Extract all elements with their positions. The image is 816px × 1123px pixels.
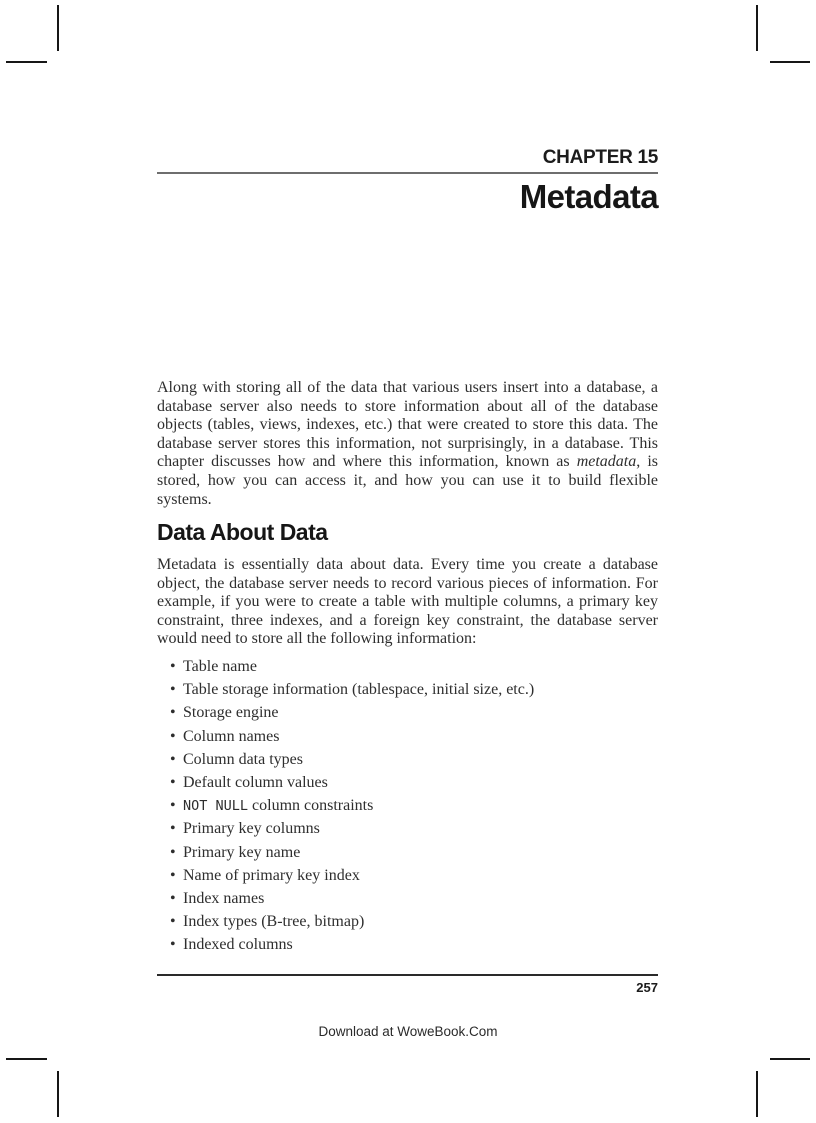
list-item xyxy=(157,751,658,770)
list-item-text: Name of primary key index xyxy=(183,866,360,884)
list-item-text: Default column values xyxy=(183,773,328,791)
list-item xyxy=(157,681,658,700)
crop-mark-bottom-left-vertical xyxy=(57,1071,59,1117)
list-item-text: Indexed columns xyxy=(183,936,293,954)
page-number: 257 xyxy=(636,980,658,995)
chapter-kicker: CHAPTER 15 xyxy=(542,147,658,168)
crop-mark-bottom-right-horizontal xyxy=(770,1058,810,1060)
list-item xyxy=(157,936,658,955)
list-item-text: Primary key columns xyxy=(183,820,320,838)
list-item-text: Table storage information (tablespace, initial size, etc.) xyxy=(183,681,535,699)
list-item xyxy=(157,797,658,816)
crop-mark-top-left-horizontal xyxy=(6,61,47,63)
footer-rule xyxy=(157,974,658,976)
metadata-list xyxy=(157,658,658,959)
list-item xyxy=(157,728,658,747)
crop-mark-top-right-horizontal xyxy=(770,61,810,63)
list-item-text: Index names xyxy=(183,889,265,907)
intro-text-before: Along with storing all of the data that various users insert into a database, a database server also needs to store information about all of the database objects (tables, views, indexes, etc.) that were created to store this data. The database server stores this information, not surprisingly, in a database. This chapter discusses how and where this information, known as xyxy=(157,379,658,471)
chapter-title: Metadata xyxy=(519,178,658,215)
list-item xyxy=(157,820,658,839)
section-heading: Data About Data xyxy=(157,519,328,545)
list-item xyxy=(157,844,658,863)
list-item-text: column constraints xyxy=(248,797,374,815)
intro-italic-term: metadata xyxy=(576,453,637,471)
list-item xyxy=(157,867,658,886)
list-item-text: Storage engine xyxy=(183,704,279,722)
crop-mark-bottom-left-horizontal xyxy=(6,1058,47,1060)
list-item-text: Primary key name xyxy=(183,843,301,861)
list-item-text: Column names xyxy=(183,727,280,745)
list-item xyxy=(157,658,658,677)
list-item-code: NOT NULL xyxy=(183,798,249,815)
list-item-text: Table name xyxy=(183,658,257,675)
intro-paragraph xyxy=(157,379,658,509)
list-item xyxy=(157,913,658,932)
list-item xyxy=(157,774,658,793)
list-item-text: Column data types xyxy=(183,750,303,768)
header-rule xyxy=(157,172,658,174)
list-item xyxy=(157,704,658,723)
crop-mark-top-right-vertical xyxy=(756,5,758,51)
section-paragraph: Metadata is essentially data about data. Every time you create a database object, the database server needs to record various pieces of information. For example, if you were to create a table with multiple columns, a primary key constraint, three indexes, and a foreign key constraint, the database server would need to store all the following information: xyxy=(157,556,658,648)
crop-mark-bottom-right-vertical xyxy=(756,1071,758,1117)
download-note: Download at WoweBook.Com xyxy=(318,1024,498,1039)
list-item xyxy=(157,890,658,909)
intro-text-after: , is stored, how you can access it, and how you can use it to build flexible systems. xyxy=(157,453,658,508)
list-item-text: Index types (B-tree, bitmap) xyxy=(183,913,365,931)
crop-mark-top-left-vertical xyxy=(57,5,59,51)
